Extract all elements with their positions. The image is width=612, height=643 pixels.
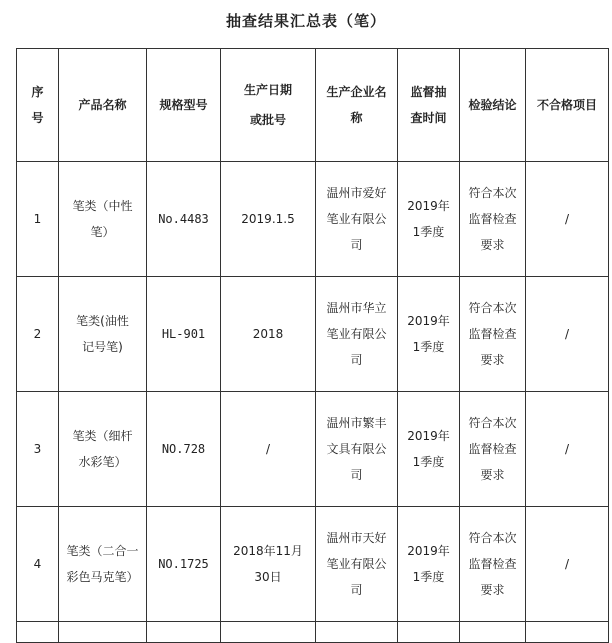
cell-empty xyxy=(17,622,59,643)
cell-product: 笔类（二合一彩色马克笔） xyxy=(59,507,147,622)
cell-empty xyxy=(526,622,609,643)
cell-date: 2019.1.5 xyxy=(221,162,316,277)
table-row-partial xyxy=(17,622,609,643)
cell-empty xyxy=(460,622,526,643)
header-conclusion: 检验结论 xyxy=(460,49,526,162)
cell-company: 温州市爱好笔业有限公司 xyxy=(316,162,398,277)
header-product: 产品名称 xyxy=(59,49,147,162)
cell-seq: 1 xyxy=(17,162,59,277)
header-time: 监督抽查时间 xyxy=(398,49,460,162)
table-row xyxy=(17,392,609,507)
cell-product: 笔类（细杆水彩笔） xyxy=(59,392,147,507)
cell-conclusion: 符合本次监督检查要求 xyxy=(460,162,526,277)
cell-fail: / xyxy=(526,392,609,507)
header-row xyxy=(17,49,609,162)
header-seq: 序号 xyxy=(17,49,59,162)
table-row xyxy=(17,162,609,277)
cell-conclusion: 符合本次监督检查要求 xyxy=(460,392,526,507)
cell-time: 2019年1季度 xyxy=(398,162,460,277)
cell-date: 2018 xyxy=(221,277,316,392)
cell-model: NO.1725 xyxy=(147,507,221,622)
page-title: 抽查结果汇总表（笔） xyxy=(225,12,386,30)
cell-empty xyxy=(316,622,398,643)
cell-conclusion: 符合本次监督检查要求 xyxy=(460,277,526,392)
cell-seq: 4 xyxy=(17,507,59,622)
cell-seq: 2 xyxy=(17,277,59,392)
header-company: 生产企业名称 xyxy=(316,49,398,162)
result-table xyxy=(16,48,609,643)
cell-fail: / xyxy=(526,162,609,277)
table-row xyxy=(17,277,609,392)
cell-product: 笔类（中性笔） xyxy=(59,162,147,277)
cell-company: 温州市繁丰文具有限公司 xyxy=(316,392,398,507)
cell-model: No.4483 xyxy=(147,162,221,277)
cell-time: 2019年1季度 xyxy=(398,507,460,622)
header-fail: 不合格项目 xyxy=(526,49,609,162)
cell-empty xyxy=(398,622,460,643)
cell-empty xyxy=(59,622,147,643)
cell-time: 2019年1季度 xyxy=(398,392,460,507)
cell-date: / xyxy=(221,392,316,507)
cell-empty xyxy=(147,622,221,643)
cell-fail: / xyxy=(526,507,609,622)
cell-product: 笔类(油性记号笔) xyxy=(59,277,147,392)
cell-company: 温州市天好笔业有限公司 xyxy=(316,507,398,622)
cell-date: 2018年11月30日 xyxy=(221,507,316,622)
cell-time: 2019年1季度 xyxy=(398,277,460,392)
cell-conclusion: 符合本次监督检查要求 xyxy=(460,507,526,622)
cell-seq: 3 xyxy=(17,392,59,507)
header-date: 生产日期或批号 xyxy=(221,49,316,162)
cell-fail: / xyxy=(526,277,609,392)
cell-model: NO.728 xyxy=(147,392,221,507)
cell-company: 温州市华立笔业有限公司 xyxy=(316,277,398,392)
header-model: 规格型号 xyxy=(147,49,221,162)
cell-empty xyxy=(221,622,316,643)
table-row xyxy=(17,507,609,622)
cell-model: HL-901 xyxy=(147,277,221,392)
